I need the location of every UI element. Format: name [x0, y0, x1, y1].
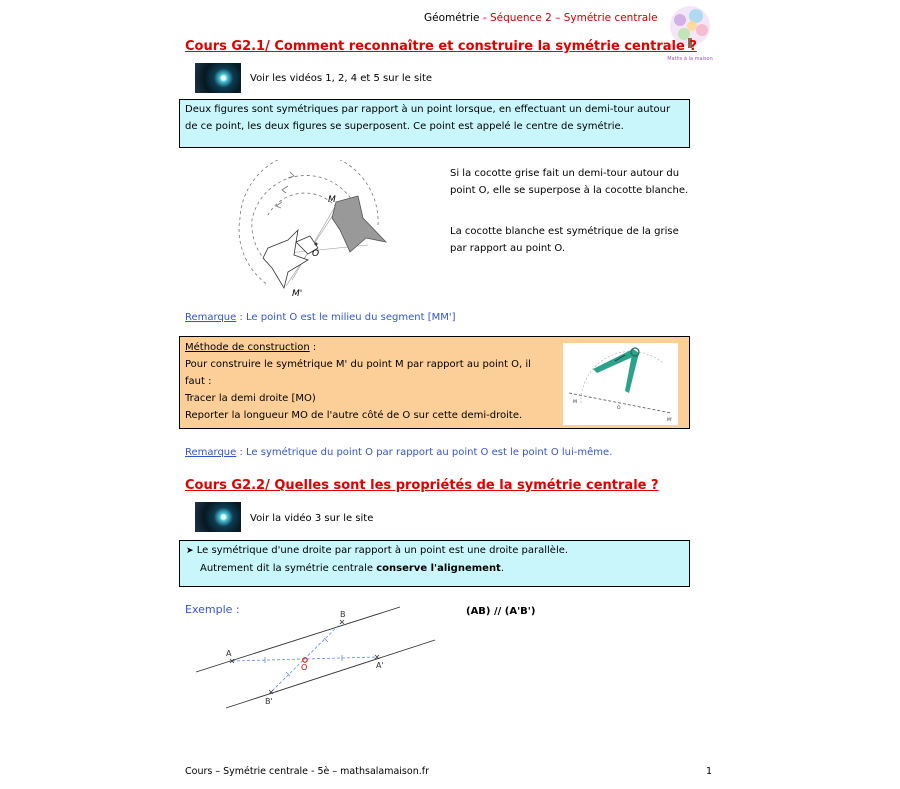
white-cocotte [263, 230, 308, 288]
svg-text:B': B' [265, 697, 273, 706]
svg-text:A: A [226, 649, 232, 658]
definition-box [179, 99, 690, 148]
svg-text:M': M' [292, 289, 303, 299]
svg-text:Maths à la maison: Maths à la maison [667, 56, 713, 62]
header-sequence: Séquence 2 – Symétrie centrale [490, 12, 658, 24]
section1-title: Cours G2.1/ Comment reconnaître et construire la symétrie centrale ? [185, 39, 697, 54]
video-link-2[interactable]: Voir la vidéo 3 sur le site [250, 513, 374, 524]
video-link-1[interactable]: Voir les vidéos 1, 2, 4 et 5 sur le site [250, 73, 433, 84]
video-thumbnail-1[interactable] [195, 63, 241, 93]
compass-figure [563, 343, 678, 425]
method-step-2: Tracer la demi droite [MO) [185, 393, 316, 404]
property-box: ➤ Le symétrique d'une droite par rapport à un point est une droite parallèle. Autrement dit la symétrie centrale conserve l'alignement. [179, 540, 690, 587]
remark-2-label: Remarque [185, 447, 237, 458]
svg-text:B: B [340, 610, 346, 619]
remark-1 [185, 309, 456, 326]
method-box: Méthode de construction : Pour construire le symétrique M' du point M par rapport au point O, il faut : Tracer la demi droite [MO) Reporter la longueur MO de l'autre côté de O sur cette demi-droite. [179, 336, 690, 429]
explanation-1: Si la cocotte grise fait un demi-tour autour du point O, elle se superpose à la cocotte blanche. [450, 168, 689, 196]
site-logo [660, 2, 720, 64]
svg-text:M': M' [667, 418, 673, 423]
svg-text:A': A' [376, 661, 384, 670]
remark-1-text: : Le point O est le milieu du segment [MM'] [236, 312, 456, 323]
remark-2 [185, 444, 612, 461]
remark-2-text: : Le symétrique du point O par rapport au point O est le point O lui-même. [236, 447, 613, 458]
svg-text:O: O [301, 663, 308, 672]
definition-text: Deux figures sont symétriques par rapport à un point lorsque, en effectuant un demi-tour autour de ce point, les deux figures se superposent. Ce point est appelé le centre de symétrie. [185, 104, 671, 132]
header-subject: Géométrie [424, 12, 480, 24]
method-title: Méthode de construction [185, 342, 310, 353]
footer-text: Cours – Symétrie centrale - 5è – mathsalamaison.fr [185, 766, 429, 777]
explanation-2: La cocotte blanche est symétrique de la grise par rapport au point O. [450, 226, 679, 254]
section2-title: Cours G2.2/ Quelles sont les propriétés de la symétrie centrale ? [185, 478, 659, 493]
property-emphasis: conserve l'alignement [376, 563, 501, 574]
video-thumbnail-2[interactable] [195, 502, 241, 532]
bullet-arrow-icon: ➤ [186, 546, 194, 556]
parallel-lines-figure [190, 600, 440, 715]
page-header: Géométrie - Séquence 2 – Symétrie centrale [424, 12, 658, 24]
cocotte-figure [228, 160, 400, 302]
method-step-1: Pour construire le symétrique M' du point M par rapport au point O, il faut : [185, 359, 531, 387]
method-step-3: Reporter la longueur MO de l'autre côté de O sur cette demi-droite. [185, 410, 523, 421]
svg-text:M: M [573, 400, 577, 405]
example-label: Exemple : [185, 603, 240, 616]
property-line-1: Le symétrique d'une droite par rapport à un point est une droite parallèle. [196, 545, 569, 556]
example-result: (AB) // (A'B') [466, 606, 536, 617]
remark-1-label: Remarque [185, 312, 237, 323]
svg-text:M: M [328, 195, 336, 205]
svg-text:O: O [617, 406, 621, 411]
svg-text:O: O [312, 249, 320, 259]
page-number: 1 [706, 766, 713, 777]
